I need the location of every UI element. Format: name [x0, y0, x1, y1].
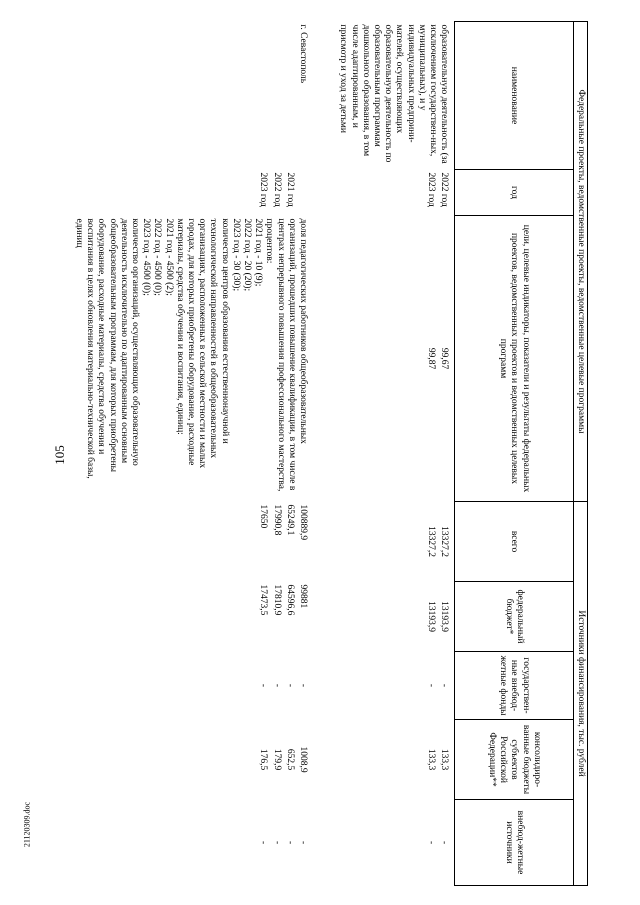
header-total: всего: [454, 502, 573, 582]
cell-regional: 133,3: [439, 748, 450, 771]
rotated-table-container: [48, 21, 588, 885]
cell-total: 13327,2: [426, 526, 437, 557]
header-name: наименование: [454, 22, 573, 170]
row-goals-text: доля педагогических работников общеобразовательных организаций, прошедших повышение квалификации, в том числе в центрах непрерывного повышения профессионального мастерства, процентов: 2021 год - 10 (9); 2022 год - 20 (20); 2023 год - 30 (30); количество центров образования естественнонаучной и технологической направленностей в общеобразовательных организациях, расположенных в сельской местности и малых городах, для которых приобретены оборудование, расходные материалы, средства обучения и воспитания, единиц: 2021 год - 4500 (2); 2022 год - 4500 (0); 2023 год - 4500 (0); количество организаций, осуществляющих образовательную деятельность исключительно по адаптированным основным общеобразовательным программам, для которых приобретены оборудование, расходные материалы, средства обучения и воспитания в целях обновления материально-технической базы, единиц: [74, 218, 309, 492]
document-id: 21120309.doc: [22, 801, 32, 848]
cell-federal: 13193,9: [439, 601, 450, 632]
cell-regional: 652,5: [284, 748, 295, 771]
cell-total: 100889,9: [298, 504, 309, 541]
cell-state-funds: -: [271, 683, 282, 688]
cell-state-funds: -: [258, 683, 269, 688]
row-name: образовательную деятельность (за исключением государствен-ных, муниципальных), и у индивидуальных предприни-мателей, осуществляющих образовательную деятельность по образовательным программам дошкольного образования, в том числе адаптированным, и присмотр и уход за детьми: [338, 24, 450, 164]
header-funding-sources: Источники финансирования, тыс. рублей: [573, 502, 587, 886]
cell-regional: 179,9: [271, 748, 282, 771]
header-year: год: [454, 170, 573, 216]
cell-total: 17650: [258, 504, 269, 529]
cell-regional: 1008,9: [298, 746, 309, 773]
header-federal-projects: Федеральные проекты, ведомственные проекты, ведомственные целевые программы: [573, 22, 587, 502]
cell-total: 17990,8: [271, 504, 282, 536]
cell-federal: 64596,6: [284, 584, 295, 616]
header-extra-sources: внебюд-жетные источники: [454, 800, 573, 886]
header-goals: цели, целевые индикаторы, показатели и результаты федеральных проектов, ведомственных проектов и ведомственных целевых программ: [454, 216, 573, 502]
row-year: [296, 170, 309, 216]
cell-extra: -: [439, 840, 450, 845]
financing-table: [39, 21, 588, 886]
cell-total: 13327,2: [439, 526, 450, 557]
row-goal-value: 99,67: [439, 347, 450, 370]
header-regional-budgets: консолидиро-ванные бюджеты субъектов Российской Федерации**: [454, 720, 573, 800]
cell-regional: 133,3: [426, 748, 437, 771]
cell-extra: -: [426, 840, 437, 845]
row-year: 2022 год: [439, 172, 450, 207]
cell-regional: 176,5: [258, 748, 269, 771]
row-goal-value: 99,87: [426, 347, 437, 370]
header-state-funds: государствен-ные внебюд-жетные фонды: [454, 652, 573, 720]
cell-total: 65249,1: [284, 504, 295, 536]
cell-extra: -: [271, 840, 282, 845]
cell-federal: 17810,9: [271, 584, 282, 616]
page-number: 105: [52, 445, 67, 465]
cell-extra: -: [298, 840, 309, 845]
row-year: 2021 год: [284, 172, 295, 207]
cell-federal: 99881: [298, 584, 309, 609]
cell-state-funds: -: [426, 683, 437, 688]
cell-state-funds: -: [284, 683, 295, 688]
row-year: 2023 год: [258, 172, 269, 207]
cell-state-funds: -: [439, 683, 450, 688]
cell-extra: -: [258, 840, 269, 845]
cell-federal: 17473,5: [258, 584, 269, 616]
cell-state-funds: -: [298, 683, 309, 688]
cell-extra: -: [284, 840, 295, 845]
row-year: 2022 год: [271, 172, 282, 207]
row-name: г. Севастополь: [298, 24, 309, 84]
row-year: 2023 год: [426, 172, 437, 207]
cell-federal: 13193,9: [426, 601, 437, 632]
header-federal-budget: федеральный бюджет*: [454, 582, 573, 652]
